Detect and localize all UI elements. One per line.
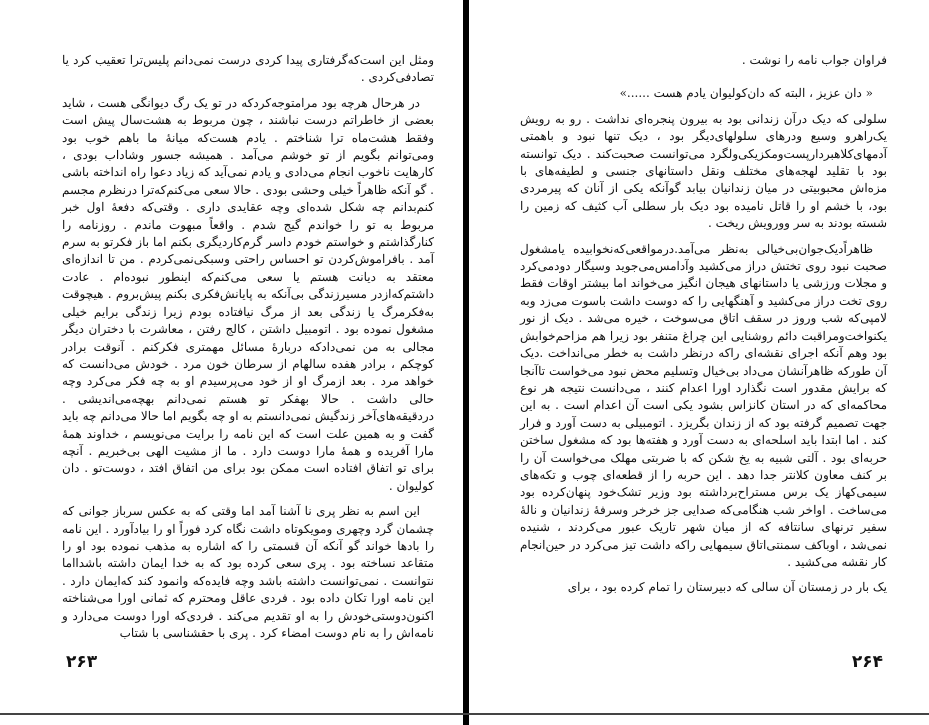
right-paragraph-4: ظاهراًدیک‌جوان‌بی‌خیالی به‌نظر می‌آمد.درمواقعی‌که‌نخوابیده یامشغول صحبت نبود روی تختش دراز می‌کشید وآدامس‌می‌جوید وسیگار دودمی‌کرد و مجلات ورزشی یا داستانهای هیجان انگیز می‌خواند اما بیشتر اوقات فقط روی تخت دراز می‌کشید و آهنگهایی را که دوست داشت باسوت می‌زد وبه لامپی‌که شب وروز در سقف اتاق می‌سوخت ، خیره می‌شد . دیک از نور یکنواخت‌ومراقبت دائم روشنایی این چراغ متنفر بود زیرا هم مزاحم‌خوابش بود وهم آنکه اجرای نقشه‌ای راکه درنظر داشت به خطر می‌انداخت .دیک آن طورکه ظاهرآنشان می‌داد بی‌خیال وتسلیم محض نبود می‌خواست تاآنجا که برایش مقدور است نگذارد اورا اعدام کنند ، می‌دانست نتیجه هر نوع محاکمه‌ای که در استان کانزاس بشود یکی است آن اعدام است . به این جهت تصمیم گرفته بود که از زندان بگریزد . اتومبیلی به دست آورد و فرار کند . اما ابتدا باید اسلحه‌ای به دست آورد و هفته‌ها بود که مشغول ساختن حربه‌ای بود . آلتی شبیه به یخ شکن که با ضربتی مهلک می‌خواست آن را بر کنف معاون کلانتر جدا دهد . این حربه را از قطعه‌ای چوب و تکه‌های سیمی‌کهاز یک برس مستراح‌برداشته بود وزیر تشک‌خود پنهان‌کرده بود می‌ساخت . اواخر شب هنگامی‌که صدایی جز خرخر وسرفهٔ زندانیان و نالهٔ سفیر ترنهای سانتافه که از میان شهر تاریک عبور می‌کردند ، شنیده نمی‌شد ، اوبا‌کف سمنتی‌اتاق سیمهایی راکه داشت تیز می‌کرد در حین‌انجام کار نقشه می‌کشید .: [520, 241, 887, 569]
book-gutter: [463, 0, 469, 725]
right-page-number: ۲۶۴: [851, 652, 883, 672]
left-paragraph-2: در هرحال هرچه بود مرامتوجه‌کردکه در تو یک رگ دیوانگی هست ، شاید بعضی از خاطراتم درست نباشند ، چون مربوط به هشت‌سال پیش است وفقط هشت‌ماه ترا شناختم . یادم هست‌که میانهٔ ما باهم خوب بود ومی‌توانم بگویم از تو خوشم می‌آمد . همیشه جسور وشاداب بودی ، کارهایت ناخوب انجام می‌دادی و یادم نمی‌آید که زیاد دعوا راه انداخته باشی . گو آنکه ظاهراً خیلی وحشی بودی . حالا سعی می‌کنم‌که‌ترا درنظرم مجسم کنم‌بدانم چه شکل شده‌ای وچه عقایدی داری . وقتی‌که دفعهٔ اول خبر مربوط به تو را خواندم گیج شدم . واقعاً مبهوت ماندم . روزنامه را کنارگذاشتم و خواستم خودم داسر گرم‌کاردیگری بکنم اما باز فکرتو به سرم آمد . بافراموش‌کردن تو احساس راحتی وسبکی‌نمی‌کردم . من تا اندازه‌ای معتقد به دیانت هستم یا سعی می‌کنم‌که اینطور نبوده‌ام . عادت داشتم‌که‌ازدر مسیرزندگی بی‌آنکه به پایانش‌فکری بکنم پیش‌بروم . هیچوقت به‌فکرمرگ یا زندگی بعد از مرگ نیافتاده بودم زیرا زندگی برایم خیلی مشغول‌ نموده بود . اتومبیل داشتن ، کالج رفتن ، معاشرت با دختران دیگر مجالی به من نمی‌دادکه دربارهٔ مسائل مهمتری فکرکنم . آنوقت برادر کوچکم ، برادر هفده سالهام از سرطان خون مرد . خودش می‌دانست که خواهد مرد . بعد ازمرگ او از خود می‌پرسیدم او به چه فکر می‌کرد وچه حالی داشت . حالا بهفکر تو هستم نمی‌دانم بهچه‌می‌اندیشی . دردقیقه‌های‌آخر زندگیش نمی‌دانستم به او چه بگویم اما حالا می‌دانم چه باید گفت و به همین علت است که این نامه را برایت می‌نویسم ، خداوند همهٔ مارا آفریده و همهٔ مارا دوست دارد . ما از مشیت الهی بی‌خبریم . آنچه برای تو اتفاق افتاده است ممکن بود برای من اتفاق افتد ، دوست‌تو . دان کولیوان .: [62, 95, 435, 493]
left-paragraph-3: این اسم به نظر پری نا آشنا آمد اما وقتی که به عکس سرباز جوانی که چشمان گرد وچهری ومویکوتاه داشت نگاه کرد فوراً او را بیادآورد . این نامه را بادها خواند گو آنکه آن قسمتی را که اشاره به مذهب نموده بود او را متقاعد نساخته بود . پری سعی کرده بود که به خدا ایمان داشته باشدااما نتوانست . نمی‌توانست داشته باشد وچه فایده‌که وانمود کند که‌ایمان دارد . این نامه اورا تکان داده بود . فردی عاقل ومحترم که ثمانی اورا می‌شناخته اکنون‌دوستی‌خودش را به او تقدیم می‌کند . فردی‌که اورا دوست می‌دارد و نامه‌اش را به نام دوست امضاء کرد . پری با حقشناسی با شتاب: [62, 504, 434, 640]
right-paragraph-2: « دان عزیز ، البته که دان‌کولیوان یادم هست ......»: [619, 86, 873, 101]
left-page: [0, 0, 462, 725]
left-paragraph-1: ومثل این است‌که‌گرفتاری پیدا کردی درست نمی‌دانم پلیس‌ترا تعقیب کرد یا تصادفی‌کردی .: [62, 53, 434, 85]
right-paragraph-5: یک بار در زمستان آن سالی که دبیرستان را تمام کرده بود ، برای: [567, 580, 887, 595]
right-paragraph-1: فراوان جواب نامه را نوشت .: [741, 53, 887, 67]
right-page: [470, 0, 929, 725]
bottom-edge-rule: [0, 713, 929, 715]
left-page-number: ۲۶۳: [66, 652, 98, 672]
right-paragraph-3: سلولی که دیک درآن زندانی بود به بیرون پنجره‌ای نداشت . رو به رویش یک‌راهرو وسیع ودرهای سلولهای‌دیگر بود ، دیک تنها نبود و باهمتی آدمهای‌کلاهبردارپست‌ومکزیکی‌ولگرد می‌توانست صحبت‌کند . دیک توانسته بود با تقلید لهجه‌های مختلف ونقل داستانهای جنسی و لطیفه‌های با مزه‌اش محبوبیتی در میان زندانیان بیابد گوآنکه یکی از آنان که پیرمردی بود، با خشم او را قاتل نامیده بود دیک بار سطلی آب کثیف که زمین را شسته بودند به سر وورویش ریخت .: [520, 111, 887, 231]
